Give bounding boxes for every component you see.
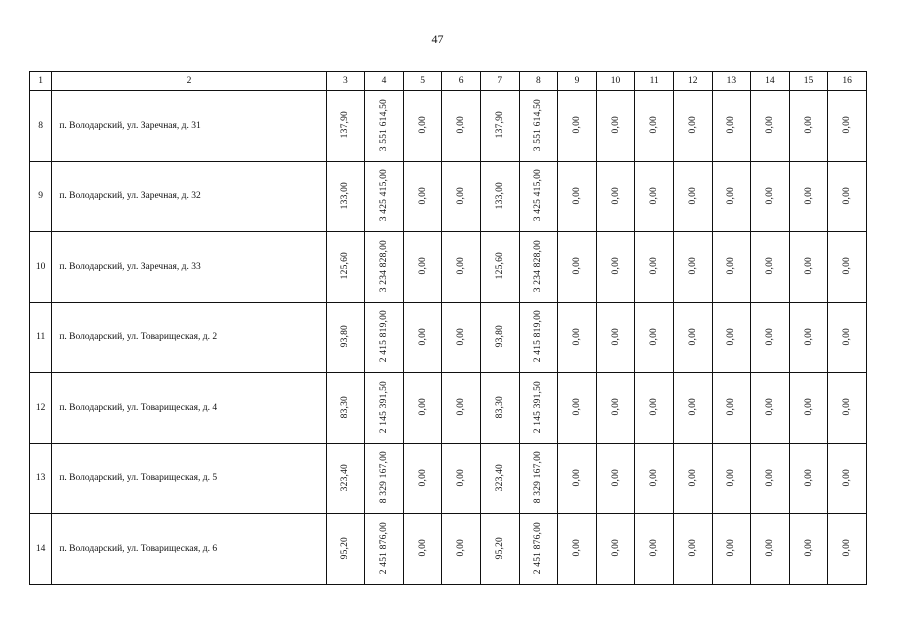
- value-text: 0,00: [687, 116, 698, 134]
- table-row: [30, 302, 867, 373]
- value-text: 0,00: [456, 116, 467, 134]
- value-text: 0,00: [687, 539, 698, 557]
- value-text: 0,00: [687, 468, 698, 486]
- table-row: [30, 514, 867, 585]
- value-text: 0,00: [726, 327, 737, 345]
- value-cell-col-8: [519, 373, 558, 444]
- value-text: 0,00: [803, 468, 814, 486]
- column-header-3: 3: [326, 72, 365, 91]
- value-text: 0,00: [610, 186, 621, 204]
- address-cell: п. Володарский, ул. Товарищеская, д. 6: [52, 514, 326, 585]
- value-cell-col-14: [751, 514, 790, 585]
- value-text: 2 145 391,50: [533, 380, 544, 433]
- value-text: 0,00: [803, 257, 814, 275]
- header-row: [30, 72, 867, 91]
- value-cell-col-7: [480, 373, 519, 444]
- value-text: 0,00: [764, 539, 775, 557]
- value-text: 0,00: [417, 539, 428, 557]
- value-text: 0,00: [687, 257, 698, 275]
- value-text: 0,00: [417, 257, 428, 275]
- table-body: [30, 91, 867, 585]
- value-cell-col-6: [442, 302, 481, 373]
- value-text: 3 425 415,00: [533, 169, 544, 222]
- value-cell-col-5: [403, 302, 442, 373]
- value-text: 0,00: [764, 186, 775, 204]
- value-cell-col-5: [403, 514, 442, 585]
- column-header-10: 10: [596, 72, 635, 91]
- value-text: 0,00: [610, 116, 621, 134]
- value-cell-col-8: [519, 302, 558, 373]
- value-text: 0,00: [803, 539, 814, 557]
- value-text: 0,00: [687, 186, 698, 204]
- column-header-1: 1: [30, 72, 52, 91]
- value-text: 0,00: [842, 257, 853, 275]
- column-header-9: 9: [558, 72, 597, 91]
- value-cell-col-11: [635, 161, 674, 232]
- value-text: 0,00: [687, 398, 698, 416]
- value-text: 2 451 876,00: [378, 521, 389, 574]
- value-text: 0,00: [456, 327, 467, 345]
- value-cell-col-10: [596, 161, 635, 232]
- value-cell-col-3: [326, 161, 365, 232]
- value-cell-col-8: [519, 514, 558, 585]
- value-cell-col-12: [673, 161, 712, 232]
- value-text: 0,00: [456, 539, 467, 557]
- value-text: 0,00: [571, 539, 582, 557]
- value-text: 137,90: [340, 111, 351, 139]
- value-cell-col-16: [828, 373, 867, 444]
- value-cell-col-12: [673, 514, 712, 585]
- value-text: 323,40: [494, 463, 505, 491]
- value-text: 0,00: [649, 468, 660, 486]
- value-text: 95,20: [340, 536, 351, 559]
- value-cell-col-14: [751, 302, 790, 373]
- value-text: 133,00: [340, 181, 351, 209]
- value-text: 2 415 819,00: [378, 310, 389, 363]
- value-text: 83,30: [494, 395, 505, 418]
- value-cell-col-16: [828, 443, 867, 514]
- value-text: 0,00: [571, 257, 582, 275]
- value-cell-col-3: [326, 232, 365, 303]
- value-cell-col-13: [712, 232, 751, 303]
- value-cell-col-11: [635, 302, 674, 373]
- value-cell-col-5: [403, 232, 442, 303]
- value-cell-col-6: [442, 91, 481, 162]
- value-cell-col-9: [558, 232, 597, 303]
- value-text: 0,00: [764, 116, 775, 134]
- value-cell-col-10: [596, 514, 635, 585]
- value-cell-col-8: [519, 443, 558, 514]
- value-cell-col-10: [596, 443, 635, 514]
- value-cell-col-14: [751, 232, 790, 303]
- value-cell-col-11: [635, 91, 674, 162]
- value-text: 0,00: [726, 468, 737, 486]
- row-number: 11: [30, 302, 52, 373]
- value-cell-col-11: [635, 232, 674, 303]
- value-text: 93,80: [340, 325, 351, 348]
- value-text: 0,00: [571, 398, 582, 416]
- value-cell-col-16: [828, 514, 867, 585]
- value-text: 125,60: [494, 252, 505, 280]
- value-cell-col-9: [558, 373, 597, 444]
- value-text: 0,00: [649, 327, 660, 345]
- value-text: 0,00: [649, 116, 660, 134]
- value-text: 8 329 167,00: [378, 451, 389, 504]
- value-cell-col-13: [712, 514, 751, 585]
- column-header-2: 2: [52, 72, 326, 91]
- value-cell-col-4: [365, 514, 404, 585]
- value-cell-col-4: [365, 302, 404, 373]
- address-cell: п. Володарский, ул. Заречная, д. 33: [52, 232, 326, 303]
- value-text: 0,00: [571, 327, 582, 345]
- value-cell-col-12: [673, 443, 712, 514]
- value-text: 0,00: [571, 186, 582, 204]
- column-header-11: 11: [635, 72, 674, 91]
- value-cell-col-4: [365, 373, 404, 444]
- value-cell-col-3: [326, 443, 365, 514]
- value-cell-col-5: [403, 443, 442, 514]
- table-row: [30, 373, 867, 444]
- value-text: 0,00: [417, 327, 428, 345]
- value-cell-col-13: [712, 302, 751, 373]
- value-text: 0,00: [456, 186, 467, 204]
- value-cell-col-9: [558, 302, 597, 373]
- value-cell-col-14: [751, 161, 790, 232]
- table-row: [30, 161, 867, 232]
- row-number: 14: [30, 514, 52, 585]
- value-cell-col-3: [326, 302, 365, 373]
- value-cell-col-7: [480, 161, 519, 232]
- value-cell-col-8: [519, 161, 558, 232]
- value-cell-col-10: [596, 91, 635, 162]
- value-text: 0,00: [726, 398, 737, 416]
- value-cell-col-4: [365, 232, 404, 303]
- value-text: 0,00: [649, 539, 660, 557]
- column-header-8: 8: [519, 72, 558, 91]
- value-cell-col-9: [558, 161, 597, 232]
- value-cell-col-13: [712, 443, 751, 514]
- value-text: 0,00: [764, 327, 775, 345]
- value-text: 0,00: [649, 398, 660, 416]
- value-text: 137,90: [494, 111, 505, 139]
- row-number: 12: [30, 373, 52, 444]
- value-cell-col-3: [326, 514, 365, 585]
- column-header-14: 14: [751, 72, 790, 91]
- value-text: 0,00: [803, 327, 814, 345]
- value-text: 0,00: [610, 398, 621, 416]
- value-cell-col-14: [751, 373, 790, 444]
- page-number: 47: [431, 32, 444, 46]
- column-header-5: 5: [403, 72, 442, 91]
- value-text: 0,00: [610, 327, 621, 345]
- row-number: 8: [30, 91, 52, 162]
- table-row: [30, 232, 867, 303]
- value-text: 0,00: [417, 468, 428, 486]
- row-number: 9: [30, 161, 52, 232]
- value-text: 0,00: [417, 186, 428, 204]
- value-text: 0,00: [726, 186, 737, 204]
- table-row: [30, 443, 867, 514]
- value-cell-col-12: [673, 232, 712, 303]
- value-text: 0,00: [842, 327, 853, 345]
- address-cell: п. Володарский, ул. Заречная, д. 32: [52, 161, 326, 232]
- address-cell: п. Володарский, ул. Товарищеская, д. 5: [52, 443, 326, 514]
- value-cell-col-6: [442, 443, 481, 514]
- value-text: 0,00: [610, 468, 621, 486]
- table-header: [30, 72, 867, 91]
- value-cell-col-13: [712, 91, 751, 162]
- value-text: 0,00: [456, 257, 467, 275]
- value-cell-col-5: [403, 161, 442, 232]
- value-cell-col-7: [480, 302, 519, 373]
- value-text: 0,00: [456, 468, 467, 486]
- value-cell-col-12: [673, 373, 712, 444]
- value-cell-col-15: [789, 91, 828, 162]
- value-text: 3 234 828,00: [378, 239, 389, 292]
- value-cell-col-10: [596, 302, 635, 373]
- address-cell: п. Володарский, ул. Товарищеская, д. 2: [52, 302, 326, 373]
- value-cell-col-13: [712, 373, 751, 444]
- value-text: 2 415 819,00: [533, 310, 544, 363]
- value-cell-col-15: [789, 161, 828, 232]
- column-header-6: 6: [442, 72, 481, 91]
- value-text: 0,00: [571, 468, 582, 486]
- row-number: 10: [30, 232, 52, 303]
- column-header-4: 4: [365, 72, 404, 91]
- value-cell-col-16: [828, 91, 867, 162]
- value-text: 0,00: [842, 539, 853, 557]
- register-table: [29, 71, 867, 585]
- table-row: [30, 91, 867, 162]
- value-text: 125,60: [340, 252, 351, 280]
- value-text: 0,00: [764, 468, 775, 486]
- value-cell-col-9: [558, 91, 597, 162]
- value-cell-col-9: [558, 443, 597, 514]
- value-text: 0,00: [842, 186, 853, 204]
- value-cell-col-7: [480, 514, 519, 585]
- value-cell-col-15: [789, 302, 828, 373]
- value-cell-col-16: [828, 302, 867, 373]
- value-text: 0,00: [764, 257, 775, 275]
- value-cell-col-6: [442, 232, 481, 303]
- value-text: 0,00: [803, 186, 814, 204]
- value-text: 0,00: [649, 257, 660, 275]
- row-number: 13: [30, 443, 52, 514]
- value-text: 0,00: [649, 186, 660, 204]
- address-cell: п. Володарский, ул. Заречная, д. 31: [52, 91, 326, 162]
- value-cell-col-4: [365, 443, 404, 514]
- value-cell-col-7: [480, 443, 519, 514]
- value-text: 3 425 415,00: [378, 169, 389, 222]
- value-text: 0,00: [417, 398, 428, 416]
- value-cell-col-4: [365, 91, 404, 162]
- value-text: 0,00: [764, 398, 775, 416]
- value-text: 0,00: [687, 327, 698, 345]
- value-cell-col-7: [480, 232, 519, 303]
- value-cell-col-12: [673, 91, 712, 162]
- value-cell-col-7: [480, 91, 519, 162]
- value-cell-col-14: [751, 91, 790, 162]
- value-cell-col-6: [442, 373, 481, 444]
- value-cell-col-3: [326, 373, 365, 444]
- value-cell-col-4: [365, 161, 404, 232]
- value-cell-col-5: [403, 373, 442, 444]
- value-cell-col-8: [519, 91, 558, 162]
- value-text: 0,00: [803, 116, 814, 134]
- value-cell-col-3: [326, 91, 365, 162]
- value-text: 0,00: [726, 116, 737, 134]
- value-cell-col-15: [789, 514, 828, 585]
- value-text: 3 551 614,50: [533, 98, 544, 151]
- value-text: 93,80: [494, 325, 505, 348]
- value-cell-col-5: [403, 91, 442, 162]
- value-text: 0,00: [726, 539, 737, 557]
- column-header-12: 12: [673, 72, 712, 91]
- value-cell-col-9: [558, 514, 597, 585]
- value-cell-col-11: [635, 373, 674, 444]
- value-cell-col-12: [673, 302, 712, 373]
- value-cell-col-11: [635, 443, 674, 514]
- value-text: 0,00: [842, 468, 853, 486]
- value-text: 83,30: [340, 395, 351, 418]
- address-cell: п. Володарский, ул. Товарищеская, д. 4: [52, 373, 326, 444]
- value-text: 95,20: [494, 536, 505, 559]
- column-header-15: 15: [789, 72, 828, 91]
- value-cell-col-8: [519, 232, 558, 303]
- value-cell-col-14: [751, 443, 790, 514]
- value-text: 0,00: [803, 398, 814, 416]
- value-text: 0,00: [417, 116, 428, 134]
- value-cell-col-16: [828, 232, 867, 303]
- value-text: 8 329 167,00: [533, 451, 544, 504]
- value-text: 0,00: [610, 257, 621, 275]
- value-text: 3 551 614,50: [378, 98, 389, 151]
- value-cell-col-15: [789, 373, 828, 444]
- value-text: 133,00: [494, 181, 505, 209]
- value-text: 0,00: [456, 398, 467, 416]
- value-text: 0,00: [610, 539, 621, 557]
- value-cell-col-15: [789, 232, 828, 303]
- value-text: 0,00: [726, 257, 737, 275]
- value-cell-col-13: [712, 161, 751, 232]
- value-text: 0,00: [842, 398, 853, 416]
- value-cell-col-6: [442, 514, 481, 585]
- column-header-16: 16: [828, 72, 867, 91]
- value-cell-col-11: [635, 514, 674, 585]
- value-text: 0,00: [842, 116, 853, 134]
- value-text: 3 234 828,00: [533, 239, 544, 292]
- value-cell-col-16: [828, 161, 867, 232]
- value-cell-col-10: [596, 373, 635, 444]
- value-cell-col-10: [596, 232, 635, 303]
- value-text: 2 145 391,50: [378, 380, 389, 433]
- value-cell-col-6: [442, 161, 481, 232]
- value-text: 0,00: [571, 116, 582, 134]
- value-cell-col-15: [789, 443, 828, 514]
- value-text: 2 451 876,00: [533, 521, 544, 574]
- column-header-7: 7: [480, 72, 519, 91]
- column-header-13: 13: [712, 72, 751, 91]
- value-text: 323,40: [340, 463, 351, 491]
